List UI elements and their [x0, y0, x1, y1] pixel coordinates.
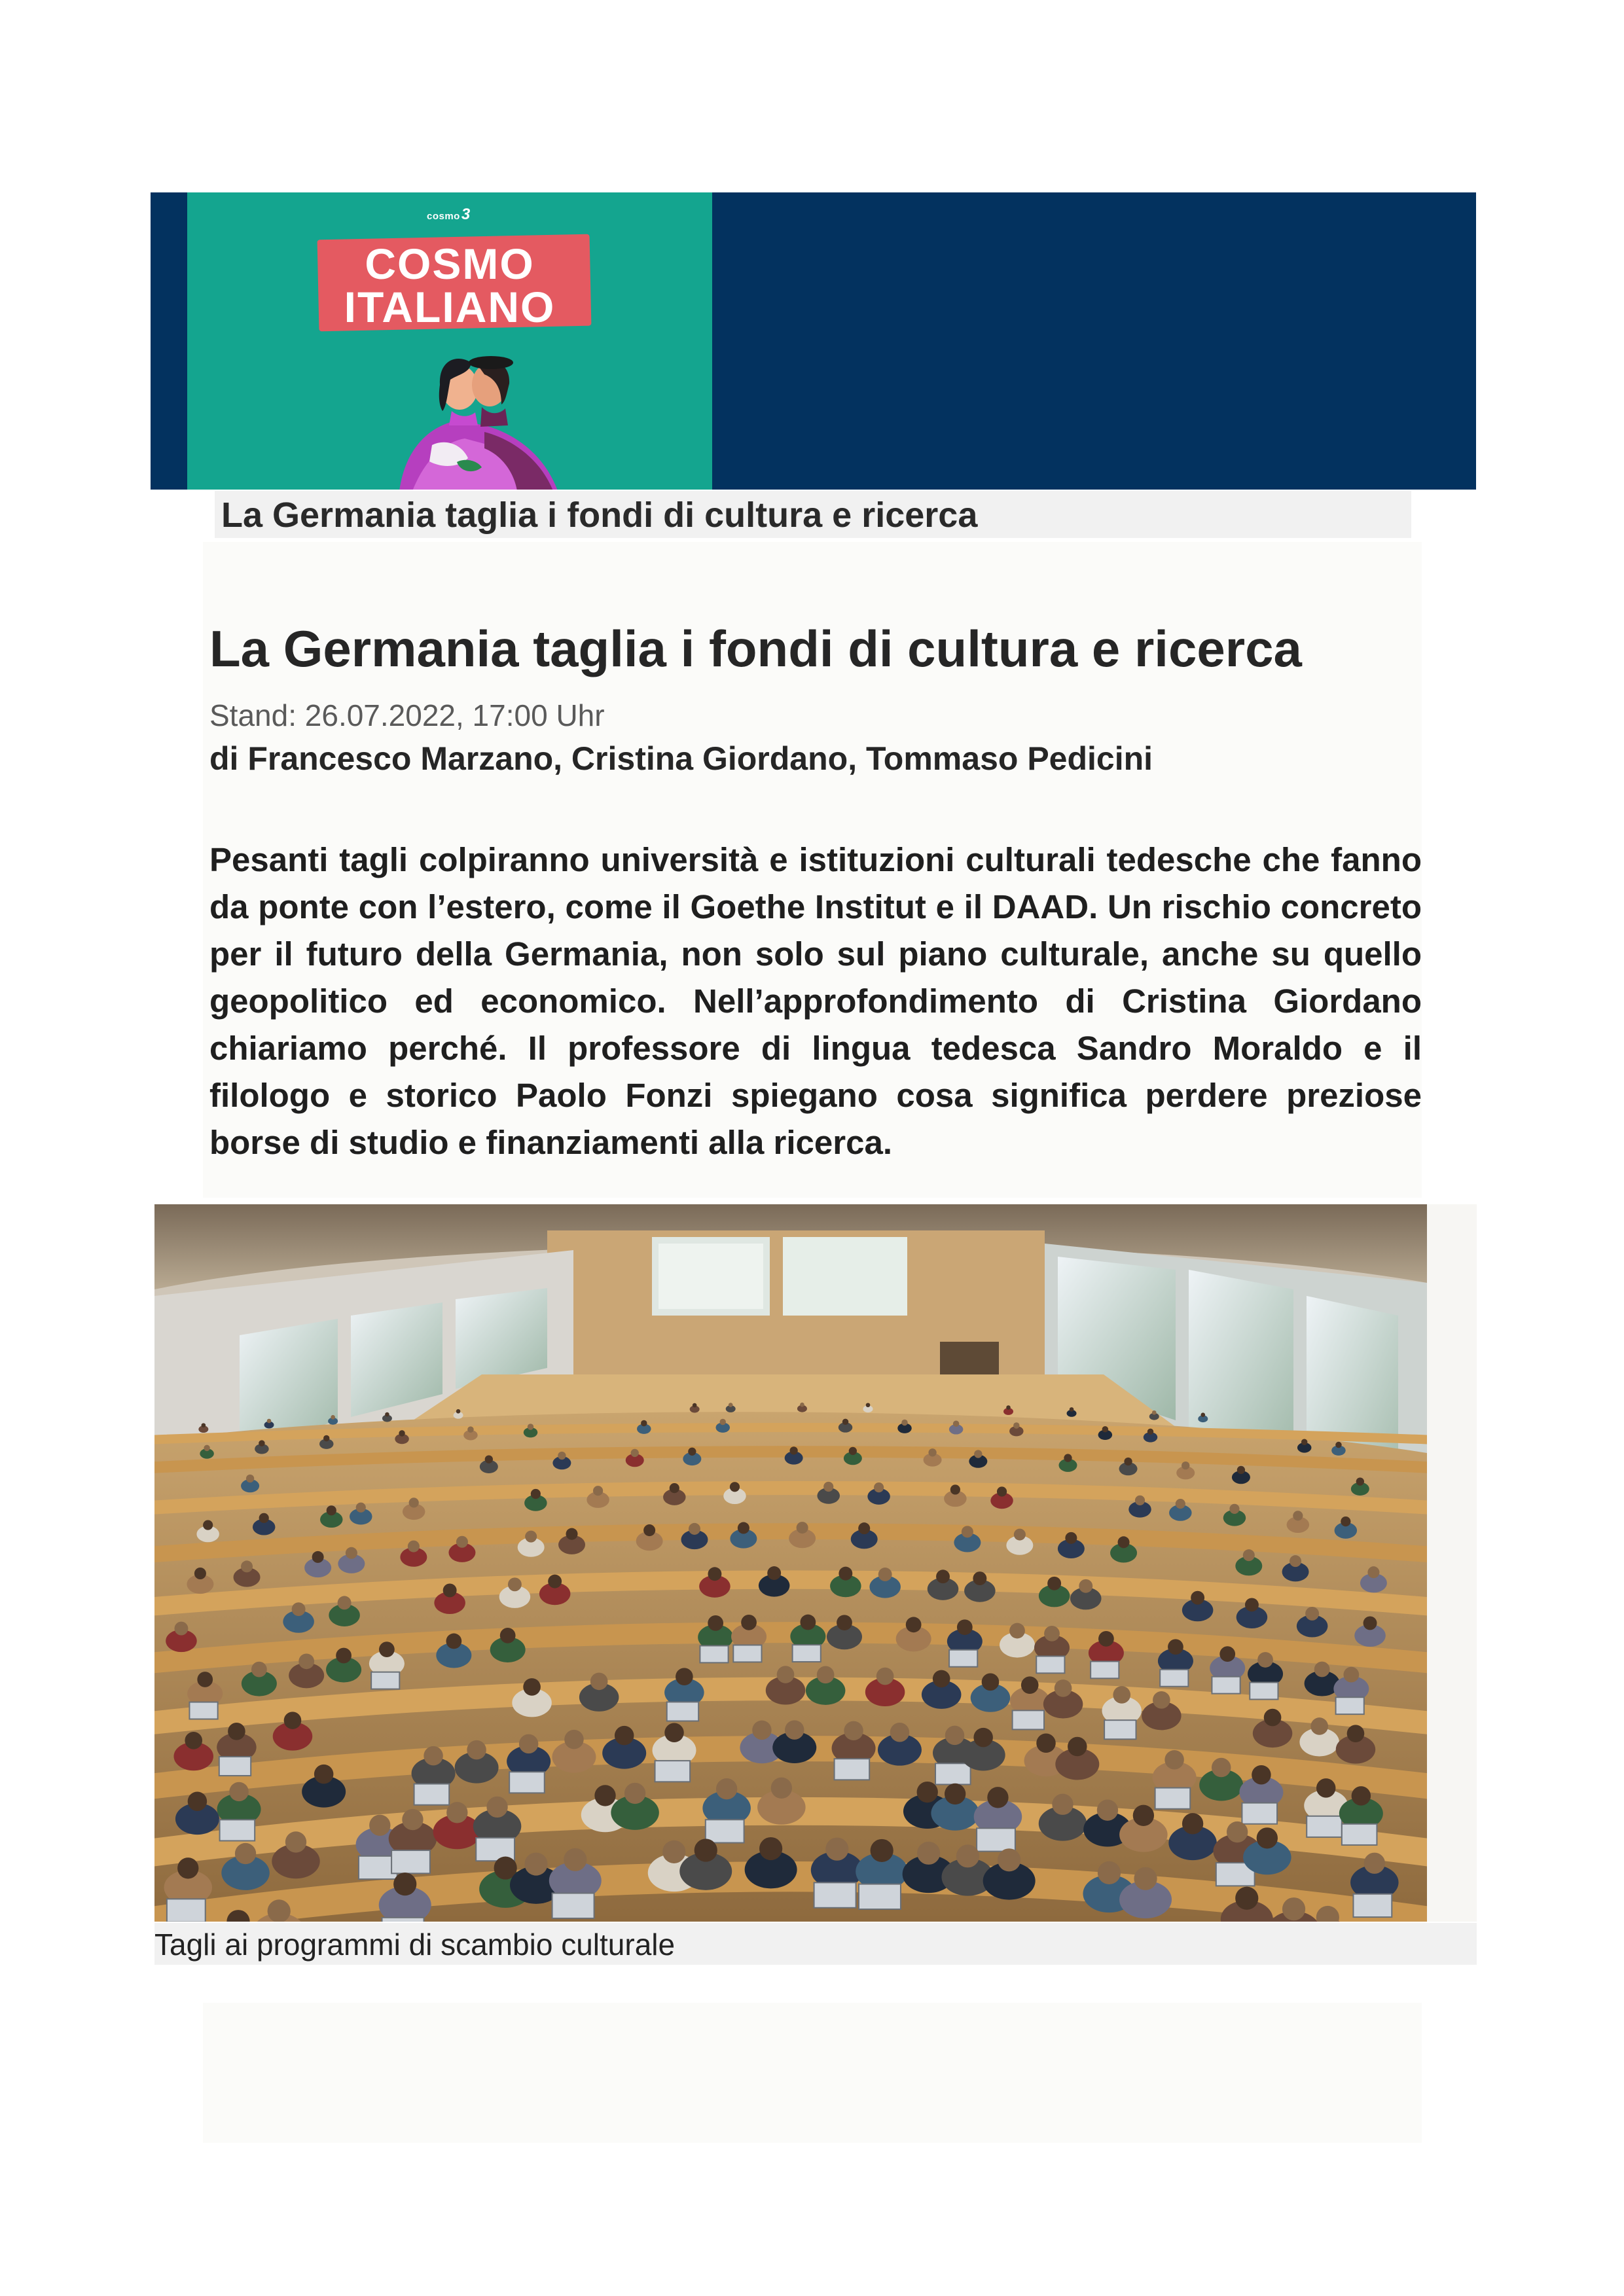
- student-head: [197, 1672, 213, 1687]
- student-head: [486, 1797, 507, 1818]
- student-head: [945, 1784, 965, 1804]
- student-head: [331, 1415, 335, 1420]
- student-head: [849, 1447, 857, 1455]
- student-head: [409, 1498, 419, 1507]
- student-head: [1314, 1662, 1330, 1677]
- student-head: [1098, 1861, 1121, 1884]
- student-head: [997, 1486, 1007, 1496]
- student-head: [1282, 1897, 1305, 1920]
- student-head: [987, 1787, 1008, 1808]
- laptop: [189, 1702, 217, 1719]
- student-head: [890, 1723, 909, 1742]
- student-head: [1219, 1646, 1235, 1662]
- laptop: [1242, 1803, 1277, 1824]
- student-head: [1352, 1786, 1371, 1805]
- photo-caption: Tagli ai programmi di scambio culturale: [154, 1928, 676, 1962]
- student-head: [385, 1412, 389, 1417]
- student-head: [177, 1857, 198, 1878]
- student-head: [408, 1541, 420, 1552]
- student-head: [1257, 1827, 1278, 1848]
- laptop: [835, 1759, 870, 1780]
- student-head: [1335, 1442, 1341, 1448]
- student-head: [185, 1732, 202, 1749]
- laptop: [793, 1645, 821, 1662]
- student-head: [789, 1446, 797, 1454]
- student-head: [1009, 1623, 1025, 1639]
- student-head: [708, 1567, 721, 1581]
- student-head: [1191, 1591, 1204, 1605]
- student-head: [767, 1566, 781, 1580]
- laptop: [859, 1884, 901, 1909]
- student-head: [1347, 1725, 1365, 1742]
- student-head: [858, 1522, 870, 1534]
- student-head: [500, 1628, 516, 1643]
- student-head: [1237, 1466, 1245, 1474]
- student-head: [1068, 1737, 1087, 1756]
- student-head: [485, 1456, 493, 1463]
- student-head: [1264, 1709, 1282, 1727]
- student-head: [962, 1526, 973, 1537]
- student-head: [797, 1522, 808, 1534]
- student-head: [1052, 1794, 1073, 1815]
- student-head: [1245, 1598, 1259, 1611]
- student-head: [1182, 1462, 1189, 1469]
- student-head: [235, 1843, 256, 1864]
- lecture-hall-photo: [154, 1204, 1427, 1922]
- student-head: [393, 1873, 416, 1895]
- student-head: [203, 1520, 213, 1530]
- student-head: [676, 1668, 693, 1685]
- student-head: [564, 1848, 586, 1871]
- student-head: [1079, 1579, 1092, 1593]
- laptop: [219, 1757, 251, 1776]
- laptop: [1155, 1788, 1191, 1809]
- photo-caption-bar: [154, 1923, 1477, 1965]
- student-head: [229, 1782, 248, 1801]
- student-head: [188, 1791, 207, 1810]
- student-head: [268, 1899, 291, 1922]
- student-head: [443, 1583, 457, 1597]
- article-timestamp: Stand: 26.07.2022, 17:00 Uhr: [209, 698, 605, 732]
- student-head: [878, 1568, 892, 1581]
- article-lead-paragraph: Pesanti tagli colpiranno università e istituzioni culturali tedesche che fanno da ponte con l’estero, come il Goethe Institut e il DAAD. Un rischio concreto per il futuro della Germania, non solo sul piano culturale, anche su quello geopolitico ed economico. Nell’approfondimento di Cristina Giordano chiariamo perché. Il professore di lingua tedesca Sandro Moraldo e il filologo e storico Paolo Fonzi spiegano cosa significa perdere preziose borse di studio e finanziamenti alla ricerca.: [209, 841, 1422, 1161]
- student-head: [1168, 1639, 1183, 1655]
- student-head: [1021, 1676, 1039, 1694]
- student-head: [593, 1486, 603, 1496]
- student-head: [1341, 1516, 1350, 1526]
- student-head: [446, 1802, 467, 1823]
- student-head: [901, 1420, 907, 1426]
- laptop: [220, 1820, 255, 1840]
- student-head: [1133, 1805, 1154, 1826]
- student-head: [424, 1746, 442, 1765]
- laptop: [552, 1893, 594, 1918]
- subtitle-bar: [215, 491, 1411, 538]
- cosmo-brand-mark: cosmo3: [427, 206, 471, 223]
- couple-illustration: [386, 334, 569, 490]
- student-head: [1301, 1439, 1307, 1445]
- cosmo-italiano-logo[interactable]: [187, 192, 712, 490]
- student-head: [956, 1844, 979, 1867]
- student-head: [695, 1839, 717, 1861]
- student-head: [641, 1420, 647, 1426]
- student-head: [906, 1617, 922, 1632]
- student-head: [662, 1840, 685, 1863]
- student-head: [1243, 1549, 1255, 1561]
- student-head: [528, 1424, 533, 1429]
- student-head: [525, 1531, 537, 1543]
- student-head: [1047, 1577, 1061, 1590]
- student-head: [785, 1720, 804, 1739]
- student-head: [730, 1482, 740, 1492]
- student-head: [251, 1662, 267, 1677]
- student-head: [844, 1721, 863, 1740]
- student-head: [1065, 1532, 1077, 1544]
- student-head: [523, 1678, 541, 1696]
- student-head: [741, 1615, 757, 1630]
- student-head: [1293, 1511, 1303, 1520]
- student-head: [729, 1403, 733, 1407]
- student-head: [842, 1419, 848, 1425]
- student-head: [1064, 1454, 1072, 1462]
- student-head: [314, 1765, 333, 1784]
- student-head: [369, 1815, 390, 1836]
- student-head: [1200, 1412, 1205, 1417]
- laptop: [1104, 1720, 1136, 1739]
- student-head: [664, 1723, 683, 1742]
- student-head: [708, 1615, 723, 1631]
- laptop: [1342, 1824, 1377, 1845]
- student-head: [1310, 1717, 1328, 1735]
- laptop: [1250, 1683, 1278, 1700]
- student-head: [1102, 1426, 1108, 1432]
- laptop: [1307, 1816, 1342, 1837]
- student-head: [1343, 1667, 1359, 1683]
- student-head: [298, 1653, 314, 1669]
- laptop: [509, 1772, 545, 1793]
- student-head: [1013, 1422, 1019, 1428]
- student-head: [346, 1547, 357, 1559]
- student-head: [1036, 1734, 1055, 1753]
- laptop: [706, 1820, 744, 1842]
- student-head: [689, 1523, 700, 1535]
- student-head: [1164, 1750, 1183, 1769]
- laptop: [949, 1650, 977, 1667]
- laptop: [1212, 1677, 1240, 1694]
- student-head: [1227, 1821, 1248, 1842]
- student-head: [759, 1837, 782, 1860]
- subtitle-text: La Germania taglia i fondi di cultura e ricerca: [221, 495, 978, 535]
- student-head: [564, 1730, 583, 1749]
- student-head: [267, 1419, 272, 1424]
- laptop: [655, 1761, 691, 1782]
- student-head: [688, 1448, 696, 1456]
- student-head: [456, 1536, 468, 1548]
- student-head: [1182, 1813, 1203, 1834]
- student-head: [284, 1712, 302, 1729]
- student-head: [566, 1528, 577, 1540]
- student-head: [531, 1489, 541, 1499]
- student-head: [973, 1728, 992, 1747]
- student-head: [1135, 1496, 1145, 1505]
- student-head: [285, 1831, 306, 1852]
- student-head: [202, 1423, 206, 1427]
- student-head: [1118, 1536, 1130, 1548]
- laptop: [977, 1828, 1015, 1851]
- student-head: [1229, 1504, 1239, 1514]
- student-head: [228, 1723, 245, 1740]
- student-head: [752, 1721, 771, 1740]
- student-head: [1367, 1566, 1379, 1578]
- student-head: [259, 1440, 264, 1446]
- student-head: [825, 1838, 848, 1861]
- student-head: [1134, 1867, 1157, 1890]
- student-head: [508, 1577, 522, 1591]
- student-head: [720, 1419, 726, 1425]
- student-head: [693, 1403, 697, 1408]
- student-head: [1147, 1429, 1153, 1435]
- student-head: [917, 1782, 938, 1803]
- student-head: [1316, 1778, 1335, 1797]
- student-head: [1257, 1652, 1273, 1668]
- student-head: [953, 1420, 959, 1426]
- student-head: [356, 1503, 366, 1513]
- logo-title-line-2: ITALIANO: [344, 283, 556, 331]
- laptop: [1336, 1697, 1364, 1714]
- student-head: [1152, 1410, 1157, 1415]
- student-head: [771, 1778, 792, 1799]
- student-head: [1124, 1458, 1132, 1465]
- student-head: [327, 1505, 336, 1515]
- laptop: [382, 1918, 424, 1922]
- laptop: [935, 1763, 971, 1784]
- student-head: [933, 1670, 950, 1688]
- student-head: [973, 1571, 986, 1585]
- laptop: [371, 1672, 399, 1689]
- student-head: [1055, 1679, 1072, 1697]
- student-head: [817, 1666, 835, 1684]
- student-head: [1153, 1691, 1170, 1709]
- student-head: [837, 1615, 852, 1630]
- laptop: [1036, 1656, 1064, 1673]
- student-head: [823, 1482, 833, 1492]
- empty-content-block: [203, 2003, 1422, 2143]
- student-head: [957, 1619, 973, 1635]
- student-head: [1290, 1555, 1301, 1567]
- student-head: [631, 1449, 639, 1457]
- student-head: [1113, 1686, 1130, 1704]
- student-head: [928, 1448, 936, 1456]
- student-head: [950, 1484, 960, 1494]
- student-head: [467, 1740, 486, 1759]
- student-head: [336, 1648, 352, 1664]
- student-head: [402, 1809, 423, 1830]
- student-head: [1356, 1477, 1364, 1485]
- student-head: [738, 1522, 749, 1534]
- article-authors: di Francesco Marzano, Cristina Giordano, Tommaso Pedicini: [209, 740, 1153, 777]
- laptop: [414, 1784, 450, 1805]
- laptop: [1013, 1710, 1044, 1729]
- student-head: [312, 1551, 324, 1563]
- laptop: [667, 1702, 698, 1721]
- student-head: [524, 1852, 547, 1875]
- student-head: [174, 1622, 188, 1636]
- student-head: [615, 1726, 634, 1745]
- student-head: [1014, 1529, 1026, 1541]
- student-head: [1252, 1765, 1271, 1784]
- laptop: [1353, 1894, 1392, 1917]
- student-head: [1176, 1499, 1185, 1509]
- student-head: [379, 1641, 395, 1657]
- student-head: [246, 1475, 254, 1482]
- student-head: [292, 1602, 306, 1616]
- student-head: [241, 1560, 253, 1572]
- student-head: [446, 1634, 461, 1649]
- student-head: [871, 1839, 893, 1862]
- student-head: [670, 1483, 679, 1493]
- laptop: [1160, 1670, 1188, 1687]
- photo-side-margin: [1427, 1204, 1477, 1922]
- student-head: [1305, 1607, 1319, 1621]
- student-head: [204, 1445, 209, 1451]
- student-head: [1070, 1407, 1074, 1412]
- student-head: [590, 1673, 608, 1691]
- article-block: [203, 542, 1422, 1198]
- laptop: [700, 1645, 728, 1662]
- student-head: [1212, 1758, 1231, 1777]
- student-head: [917, 1842, 940, 1865]
- student-head: [259, 1513, 269, 1523]
- student-head: [624, 1783, 645, 1804]
- student-head: [716, 1778, 737, 1799]
- student-head: [1235, 1887, 1258, 1910]
- student-head: [399, 1430, 405, 1436]
- student-head: [945, 1726, 964, 1745]
- student-head: [1006, 1405, 1011, 1410]
- student-head: [800, 1615, 816, 1630]
- student-head: [1363, 1616, 1377, 1630]
- student-head: [876, 1668, 894, 1685]
- student-head: [467, 1426, 473, 1432]
- laptop: [814, 1882, 856, 1907]
- student-head: [936, 1570, 950, 1583]
- student-head: [548, 1575, 562, 1588]
- student-head: [519, 1734, 538, 1753]
- student-head: [456, 1409, 461, 1414]
- header-banner: [151, 192, 1476, 490]
- student-head: [323, 1435, 329, 1441]
- laptop: [167, 1899, 206, 1922]
- laptop: [733, 1645, 761, 1662]
- student-head: [594, 1785, 615, 1806]
- student-head: [558, 1452, 566, 1460]
- logo-title-line-1: COSMO: [365, 240, 535, 288]
- student-head: [839, 1567, 852, 1581]
- student-head: [194, 1568, 206, 1579]
- student-head: [800, 1403, 804, 1407]
- student-head: [777, 1666, 795, 1683]
- article-headline: La Germania taglia i fondi di cultura e ricerca: [209, 620, 1302, 677]
- laptop: [1091, 1661, 1119, 1678]
- student-head: [1097, 1799, 1118, 1820]
- student-head: [982, 1673, 1000, 1691]
- student-head: [1044, 1626, 1060, 1641]
- student-head: [866, 1403, 871, 1407]
- student-head: [874, 1482, 884, 1492]
- student-head: [1098, 1631, 1114, 1647]
- laptop: [391, 1850, 430, 1873]
- student-head: [1364, 1853, 1385, 1874]
- student-head: [974, 1450, 982, 1458]
- student-head: [643, 1524, 655, 1536]
- student-head: [338, 1596, 352, 1609]
- student-head: [998, 1848, 1020, 1871]
